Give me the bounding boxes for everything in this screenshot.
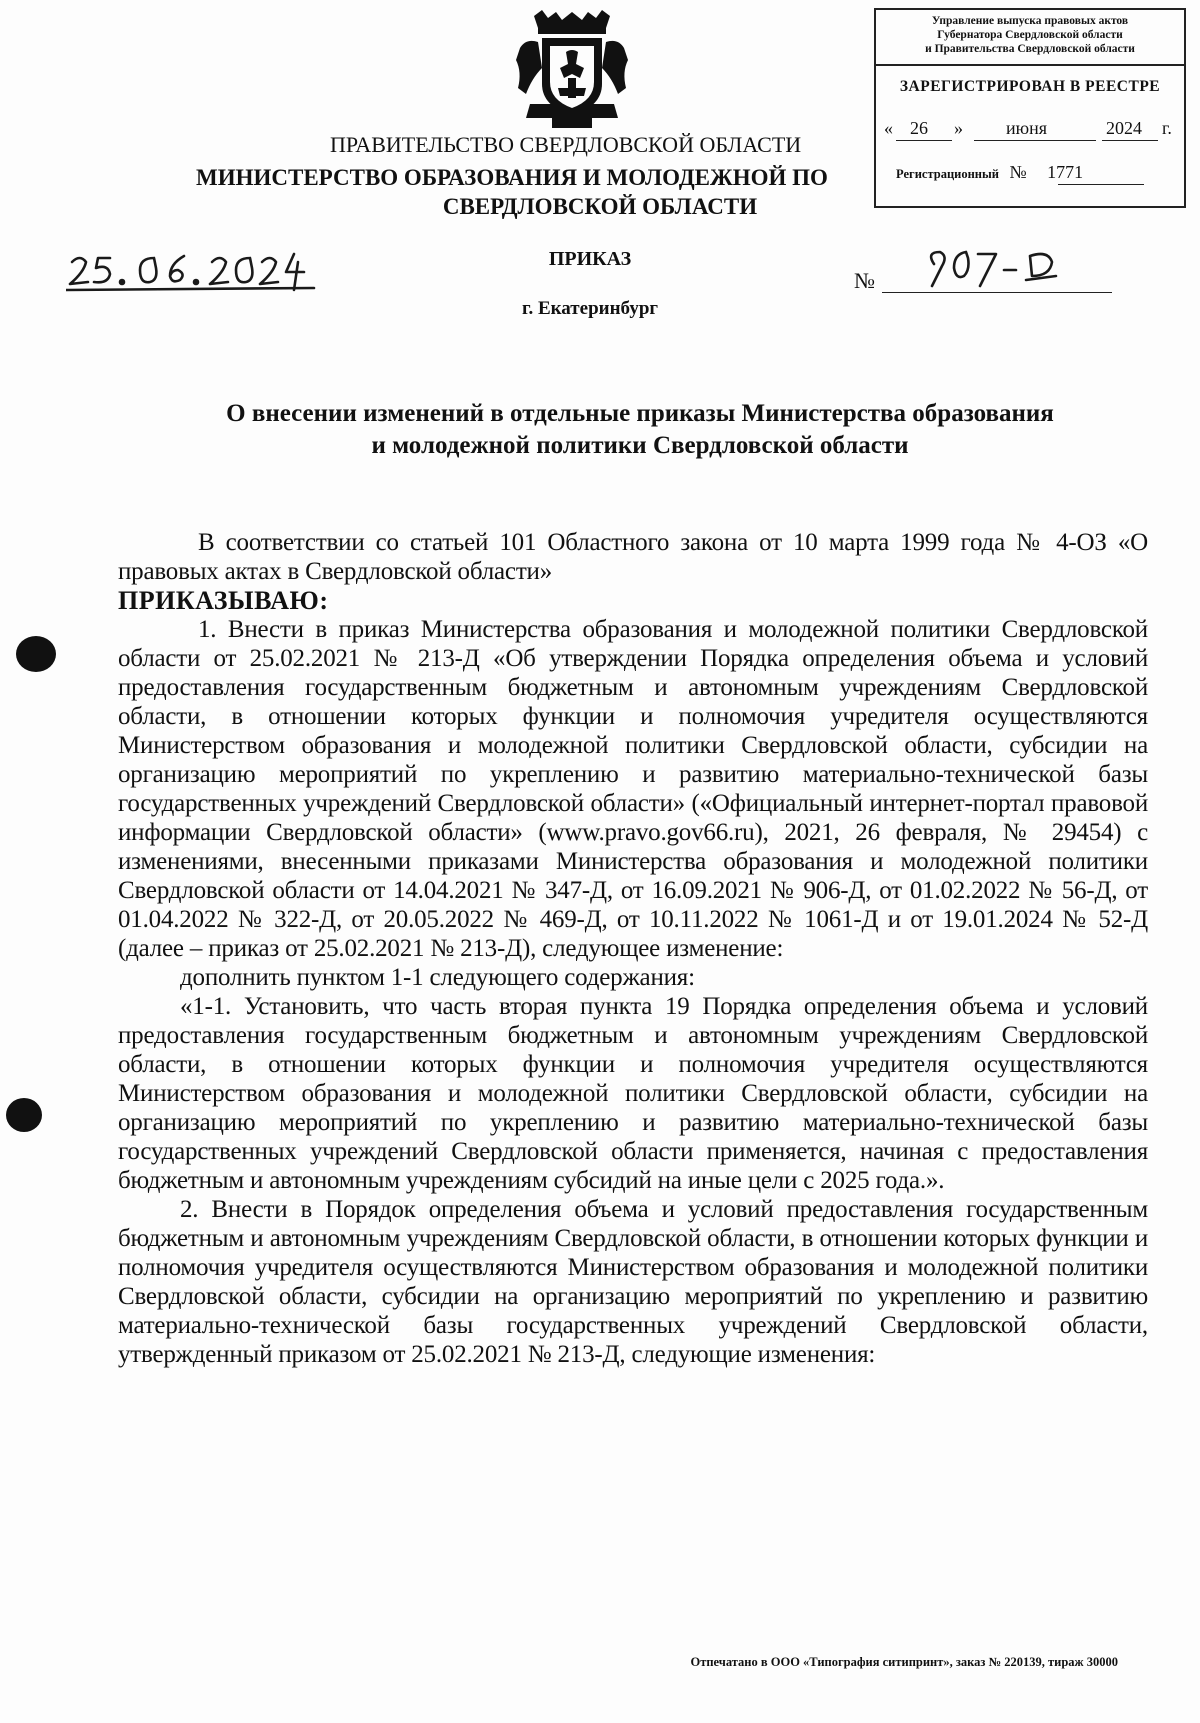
document-body — [118, 528, 1148, 1369]
coat-of-arms-icon — [512, 8, 632, 130]
stamp-year: 2024 — [1106, 118, 1142, 138]
title-line1: О внесении изменений в отдельные приказы Министерства образования — [226, 400, 1054, 427]
item-1: 1. Внести в приказ Министерства образования и молодежной политики Свердловской области от 25.02.2021 № 213-Д «Об утверждении Порядка определения объема и условий предоставления государственным бюджетным и автономным учреждениям Свердловской области, в отношении которых функции и полномочия учредителя осуществляются Министерством образования и молодежной политики Свердловской области, субсидии на организацию мероприятий по укреплению и развитию материально-технической базы государственных учреждений Свердловской области» («Официальный интернет-портал правовой информации Свердловской области» (www.pravo.gov66.ru), 2021, 26 февраля, № 29454) с изменениями, внесенными приказами Министерства образования и молодежной политики Свердловской области от 14.04.2021 № 347-Д, от 16.09.2021 № 906-Д, от 01.02.2022 № 56-Д, от 01.04.2022 № 322-Д, от 20.05.2022 № 469-Д, от 10.11.2022 № 1061-Д и от 19.01.2024 № 52-Д (далее – приказ от 25.02.2021 № 213-Д), следующее изменение: — [118, 616, 1148, 962]
preamble: В соответствии со статьей 101 Областного закона от 10 марта 1999 года № 4-ОЗ «О правовых актах в Свердловской области» — [118, 529, 1148, 585]
stamp-line: Управление выпуска правовых актов — [931, 15, 1129, 27]
stamp-reg-label: Регистрационный — [896, 167, 999, 181]
stamp-line: и Правительства Свердловской области — [925, 43, 1135, 55]
punch-hole-mark — [6, 1098, 42, 1132]
handwritten-date — [66, 250, 336, 296]
punch-hole-mark — [16, 636, 56, 672]
document-type: ПРИКАЗ — [548, 248, 632, 270]
handwritten-number — [920, 246, 1070, 292]
document-title — [150, 398, 1130, 462]
document-city: г. Екатеринбург — [521, 298, 659, 319]
government-name: ПРАВИТЕЛЬСТВО СВЕРДЛОВСКОЙ ОБЛАСТИ — [330, 132, 802, 157]
stamp-header — [876, 10, 1184, 66]
order-word: ПРИКАЗЫВАЮ: — [118, 586, 329, 615]
item-2: 2. Внести в Порядок определения объема и условий предоставления государственным бюджетным и автономным учреждениям Свердловской области, в отношении которых функции и полномочия учредителя осуществляются Министерством образования и молодежной политики Свердловской области, субсидии на организацию мероприятий по укреплению и развитию материально-технической базы государственных учреждений Свердловской области, утвержденный приказом от 25.02.2021 № 213-Д, следующие изменения: — [118, 1196, 1148, 1368]
printer-footer: Отпечатано в ООО «Типография ситипринт», заказ № 220139, тираж 30000 — [690, 1655, 1118, 1669]
ministry-name-line2: СВЕРДЛОВСКОЙ ОБЛАСТИ — [442, 194, 758, 219]
stamp-line: Губернатора Свердловской области — [937, 29, 1123, 41]
stamp-quote-close: » — [954, 118, 963, 138]
stamp-reg-sign: № — [1009, 162, 1027, 182]
stamp-registered-label: ЗАРЕГИСТРИРОВАН В РЕЕСТРЕ — [899, 78, 1161, 95]
stamp-quote-open: « — [884, 118, 893, 138]
item-1-quote: «1-1. Установить, что часть вторая пункта 19 Порядка определения объема и условий предоставления государственным бюджетным и автономным учреждениям Свердловской области, в отношении которых функции и полномочия учредителя осуществляются Министерством образования и молодежной политики Свердловской области, субсидии на организацию мероприятий по укреплению и развитию материально-технической базы государственных учреждений Свердловской области применяется, начиная с предоставления бюджетным и автономным учреждениям субсидий на иные цели с 2025 года.». — [118, 993, 1148, 1194]
stamp-year-suffix: г. — [1162, 118, 1172, 138]
stamp-day: 26 — [910, 118, 928, 138]
number-sign: № — [854, 268, 875, 293]
registration-stamp — [874, 8, 1186, 208]
stamp-month: июня — [1006, 118, 1047, 138]
stamp-reg-number — [896, 162, 1176, 183]
title-line2: и молодежной политики Свердловской области — [371, 432, 909, 459]
number-underline — [882, 292, 1112, 293]
ministry-name-line1: МИНИСТЕРСТВО ОБРАЗОВАНИЯ И МОЛОДЕЖНОЙ ПО — [196, 165, 828, 190]
stamp-reg-value: 1771 — [1047, 162, 1084, 182]
item-1-sub: дополнить пунктом 1-1 следующего содержания: — [180, 964, 695, 991]
stamp-date — [882, 118, 1180, 142]
